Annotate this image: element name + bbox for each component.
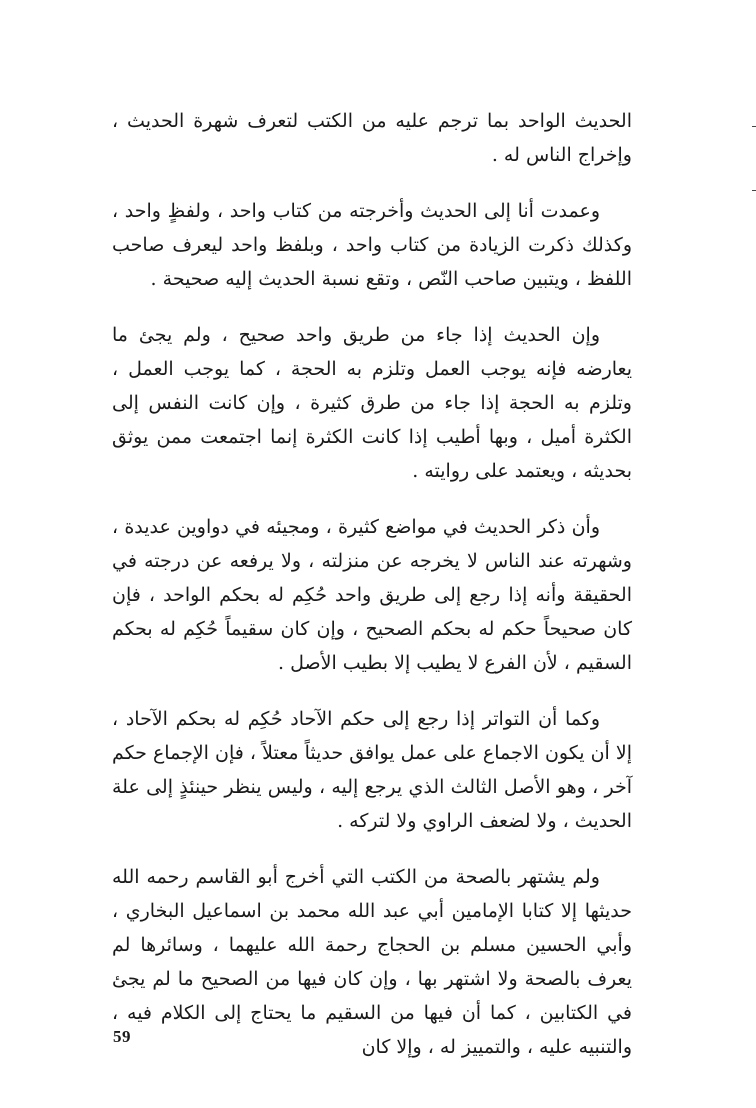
paragraph-3: وإن الحديث إذا جاء من طريق واحد صحيح ، ولم يجئ ما يعارضه فإنه يوجب العمل وتلزم به الحجة ، كما يوجب العمل ، وتلزم به الحجة إذا جاء من طرق كثيرة ، وإن كانت النفس إلى الكثرة أميل ، وبها أطيب إذا كانت الكثرة إنما اجتمعت ممن يوثق بحديثه ، ويعتمد على روايته . <box>112 324 632 482</box>
paragraph-6: ولم يشتهر بالصحة من الكتب التي أخرج أبو القاسم رحمه الله حديثها إلا كتابا الإمامين أبي عبد الله محمد بن اسماعيل البخاري ، وأبي الحسين مسلم بن الحجاج رحمة الله عليهما ، وسائرها لم يعرف بالصحة ولا اشتهر بها ، وإن كان فيها من الصحيح ما لم يجئ في الكتابين ، كما أن فيها من السقيم ما يحتاج إلى الكلام فيه ، والتنبيه عليه ، والتمييز له ، وإلا كان <box>112 866 632 1058</box>
paragraph-1: الحديث الواحد بما ترجم عليه من الكتب لتعرف شهرة الحديث ، وإخراج الناس له . <box>112 110 632 166</box>
paragraph-5: وكما أن التواتر إذا رجع إلى حكم الآحاد حُكِم له بحكم الآحاد ، إلا أن يكون الاجماع على عمل يوافق حديثاً معتلاً ، فإن الإجماع حكم آخر ، وهو الأصل الثالث الذي يرجع إليه ، وليس ينظر حينئذٍ إلى علة الحديث ، ولا لضعف الراوي ولا لتركه . <box>112 708 632 832</box>
paragraph-2: وعمدت أنا إلى الحديث وأخرجته من كتاب واحد ، ولفظٍ واحد ، وكذلك ذكرت الزيادة من كتاب واحد ، وبلفظ واحد ليعرف صاحب اللفظ ، ويتبين صاحب النّص ، وتقع نسبة الحديث إليه صحيحة . <box>112 200 632 290</box>
page-edge-mark <box>752 126 756 127</box>
page-number: 59 <box>113 1027 131 1046</box>
page-body-text <box>112 104 632 1064</box>
page-edge-mark <box>752 190 756 191</box>
paragraph-4: وأن ذكر الحديث في مواضع كثيرة ، ومجيئه في دواوين عديدة ، وشهرته عند الناس لا يخرجه عن منزلته ، ولا يرفعه عن درجته في الحقيقة وأنه إذا رجع إلى طريق واحد حُكِم له بحكم الواحد ، فإن كان صحيحاً حكم له بحكم الصحيح ، وإن كان سقيماً حُكِم له بحكم السقيم ، لأن الفرع لا يطيب إلا بطيب الأصل . <box>112 516 632 674</box>
